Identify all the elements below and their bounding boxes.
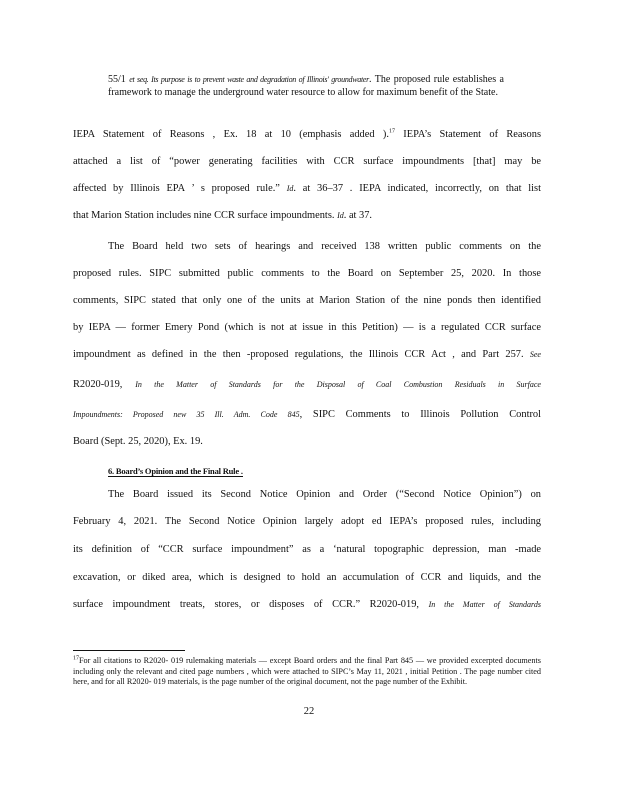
para1-line1: IEPA Statement of Reasons , Ex. 18 at 10 (emphasis added ).$^{17}$ IEPA’s Statement of Reasons bbox=[73, 128, 541, 140]
para3-line2: February 4, 2021. The Second Notice Opinion largely adopt ed IEPA’s proposed rules, including bbox=[73, 516, 541, 527]
footnote-text: For all citations to R2020- 019 rulemaking materials — except Board orders and the final Part 845 — we provided excerpted documents including only the relevant and cited page numbers , which were attached to SIPC’s May 11, 2021 , initial Petition . The page number cited here, and for all R2020- 019 materials, is the page number of the original document, not the page number of the Exhibit. bbox=[73, 656, 541, 687]
para2-line3: comments, SIPC stated that only one of the units at Marion Station of the nine ponds then identified bbox=[73, 295, 541, 306]
para1-line4: that Marion Station includes nine CCR surface impoundments. Id. at 37. bbox=[73, 210, 373, 221]
para2-line6: R2020-019, In the Matter of Standards for the Disposal of Coal Combustion Residuals in Surface bbox=[73, 379, 541, 390]
para1-line3: affected by Illinois EPA ’ s proposed rule.” Id. at 36–37 . IEPA indicated, incorrectly, on that list bbox=[73, 183, 541, 194]
footnote-divider bbox=[73, 650, 185, 651]
quote-purpose-italic: . Its purpose is to prevent waste and degradation of Illinois' groundwater bbox=[146, 75, 369, 84]
para2-line8: Board (Sept. 25, 2020), Ex. 19. bbox=[73, 436, 203, 447]
para3-line1: The Board issued its Second Notice Opinion and Order (“Second Notice Opinion”) on bbox=[108, 489, 541, 500]
para2-line4: by IEPA — former Emery Pond (which is not at issue in this Petition) — is a regulated CCR surface bbox=[73, 322, 541, 333]
footnote bbox=[73, 656, 541, 688]
page-number: 22 bbox=[303, 706, 315, 717]
para3-line3: its definition of “CCR surface impoundment” as a ‘natural topographic depression, man -made bbox=[73, 544, 541, 555]
footnote-ref: 17 bbox=[388, 128, 395, 135]
para1-line2: attached a list of “power generating facilities with CCR surface impoundments [that] may be bbox=[73, 156, 541, 167]
quote-cite-italic: et seq bbox=[129, 75, 147, 84]
footnote-number: 17 bbox=[73, 655, 79, 662]
block-quote bbox=[108, 74, 504, 99]
para3-line4: excavation, or diked area, which is designed to hold an accumulation of CCR and liquids, and the bbox=[73, 572, 541, 583]
para2-line5: impoundment as defined in the then -proposed regulations, the Illinois CCR Act , and Part 257. See bbox=[73, 349, 541, 360]
para2-line1: The Board held two sets of hearings and received 138 written public comments on the bbox=[108, 241, 541, 252]
section-heading: 6. Board’s Opinion and the Final Rule . bbox=[108, 466, 243, 476]
para3-line5: surface impoundment treats, stores, or disposes of CCR.” R2020-019, In the Matter of Standards bbox=[73, 599, 541, 610]
quote-cite: 55/1 bbox=[108, 74, 130, 85]
para2-line2: proposed rules. SIPC submitted public comments to the Board on September 25, 2020. In those bbox=[73, 268, 541, 279]
para2-line7: Impoundments: Proposed new 35 Ill. Adm. Code 845, SIPC Comments to Illinois Pollution Control bbox=[73, 409, 541, 420]
quote-text: . The proposed rule establishes a framework to manage the underground water resource to allow for maximum benefit of the State. bbox=[108, 74, 504, 98]
